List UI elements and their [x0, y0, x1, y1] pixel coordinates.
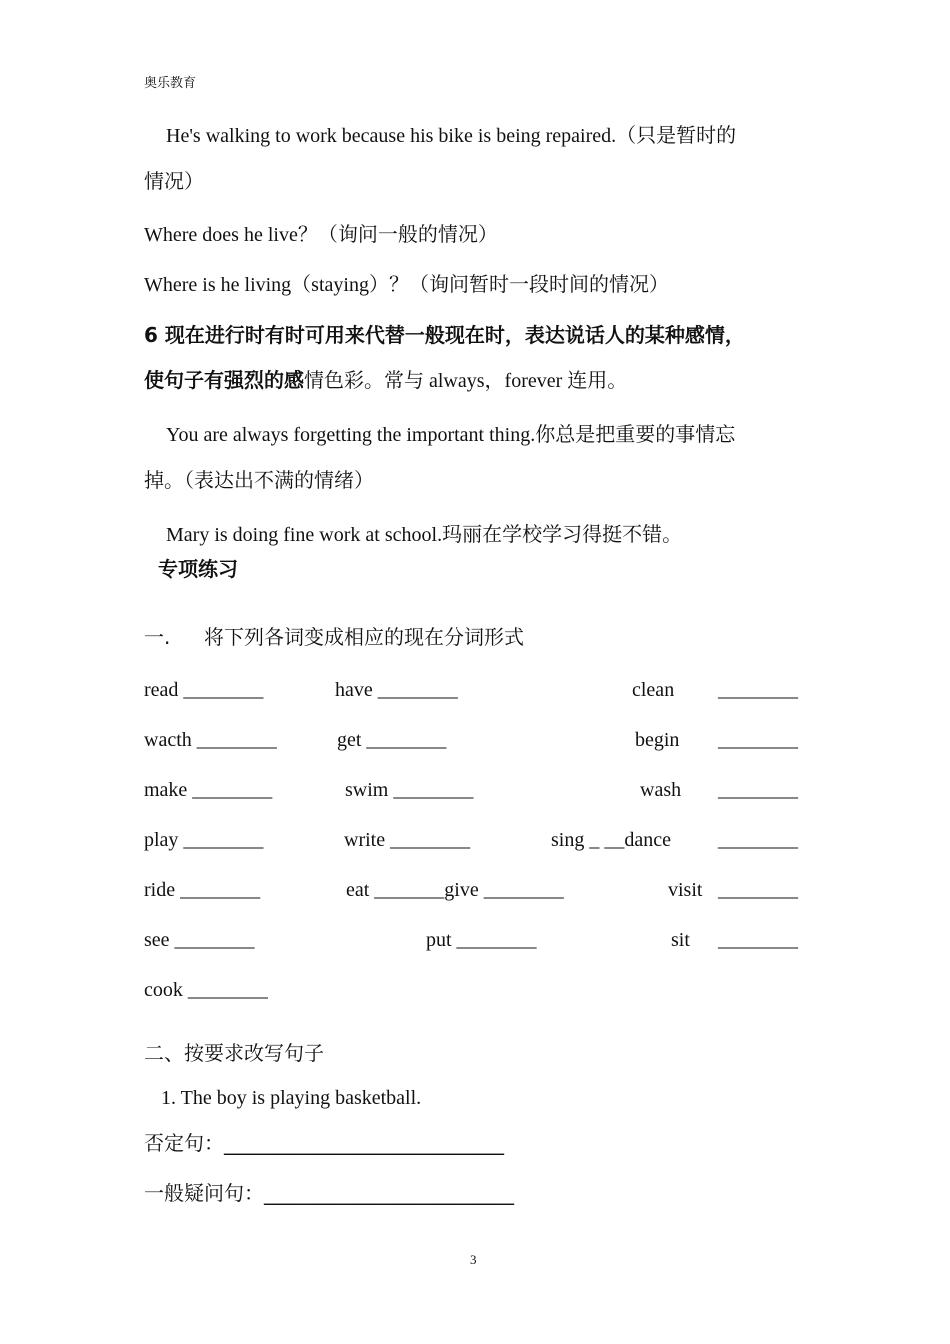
word-blank: play ________ [144, 829, 264, 851]
blank: ________ [718, 729, 798, 751]
blank: ________ [718, 929, 798, 951]
question-sentence-line: 一般疑问句：_________________________ [144, 1181, 514, 1205]
exercise-row-2 [0, 729, 950, 759]
paragraph-5-line-1: You are always forgetting the important thing.你总是把重要的事情忘 [166, 424, 736, 446]
exercise-row-5 [0, 879, 950, 909]
word-blank: get ________ [337, 729, 447, 751]
exercise-row-3 [0, 779, 950, 809]
exercise-row-7 [0, 979, 950, 1009]
word: clean [632, 679, 675, 701]
paragraph-3: Where is he living（staying）？（询问暂时一段时间的情况） [144, 274, 669, 296]
word-blank: eat _______give ________ [346, 879, 564, 901]
exercise-1-number: 一. [144, 625, 171, 649]
word-blank: see ________ [144, 929, 255, 951]
word: visit [668, 879, 703, 901]
word-blank: put ________ [426, 929, 537, 951]
header-brand: 奥乐教育 [144, 76, 197, 91]
blank: ________ [718, 679, 798, 701]
blank: ________ [718, 879, 798, 901]
paragraph-4-rest: 情色彩。常与 always，forever 连用。 [304, 370, 628, 392]
paragraph-4-line-2 [144, 358, 627, 404]
word-blank: make ________ [144, 779, 273, 801]
paragraph-1-line-2: 情况） [144, 169, 204, 193]
word-blank: ride ________ [144, 879, 261, 901]
word-blank: have ________ [335, 679, 458, 701]
word: begin [635, 729, 680, 751]
paragraph-4-line-1: 6 现在进行时有时可用来代替一般现在时，表达说话人的某种感情， [144, 323, 745, 347]
exercise-2-title: 二、按要求改写句子 [144, 1041, 324, 1065]
word-blank: wacth ________ [144, 729, 277, 751]
page-number: 3 [470, 1252, 477, 1267]
word: wash [640, 779, 682, 801]
paragraph-5-line-2: 掉。（表达出不满的情绪） [144, 468, 374, 492]
word-blank: read ________ [144, 679, 264, 701]
exercise-row-6 [0, 929, 950, 959]
paragraph-6: Mary is doing fine work at school.玛丽在学校学习得挺不错。 [166, 524, 683, 546]
exercise-row-4 [0, 829, 950, 859]
word-blank: sing _ __dance [551, 829, 671, 851]
word-blank: cook ________ [144, 979, 268, 1001]
word: sit [671, 929, 690, 951]
exercise-row-1 [0, 679, 950, 709]
blank: ________ [718, 779, 798, 801]
word-blank: write ________ [344, 829, 471, 851]
word-blank: swim ________ [345, 779, 474, 801]
paragraph-1-line-1: He's walking to work because his bike is being repaired.（只是暂时的 [166, 125, 737, 147]
paragraph-4-bold-part: 使句子有强烈的感 [144, 368, 304, 392]
blank: ________ [718, 829, 798, 851]
paragraph-2: Where does he live？（询问一般的情况） [144, 224, 498, 246]
exercise-1-title: 将下列各词变成相应的现在分词形式 [204, 625, 524, 649]
exercise-2-item-1: 1. The boy is playing basketball. [161, 1087, 422, 1109]
negative-sentence-line: 否定句：____________________________ [144, 1131, 504, 1155]
section-title: 专项练习 [158, 557, 238, 581]
